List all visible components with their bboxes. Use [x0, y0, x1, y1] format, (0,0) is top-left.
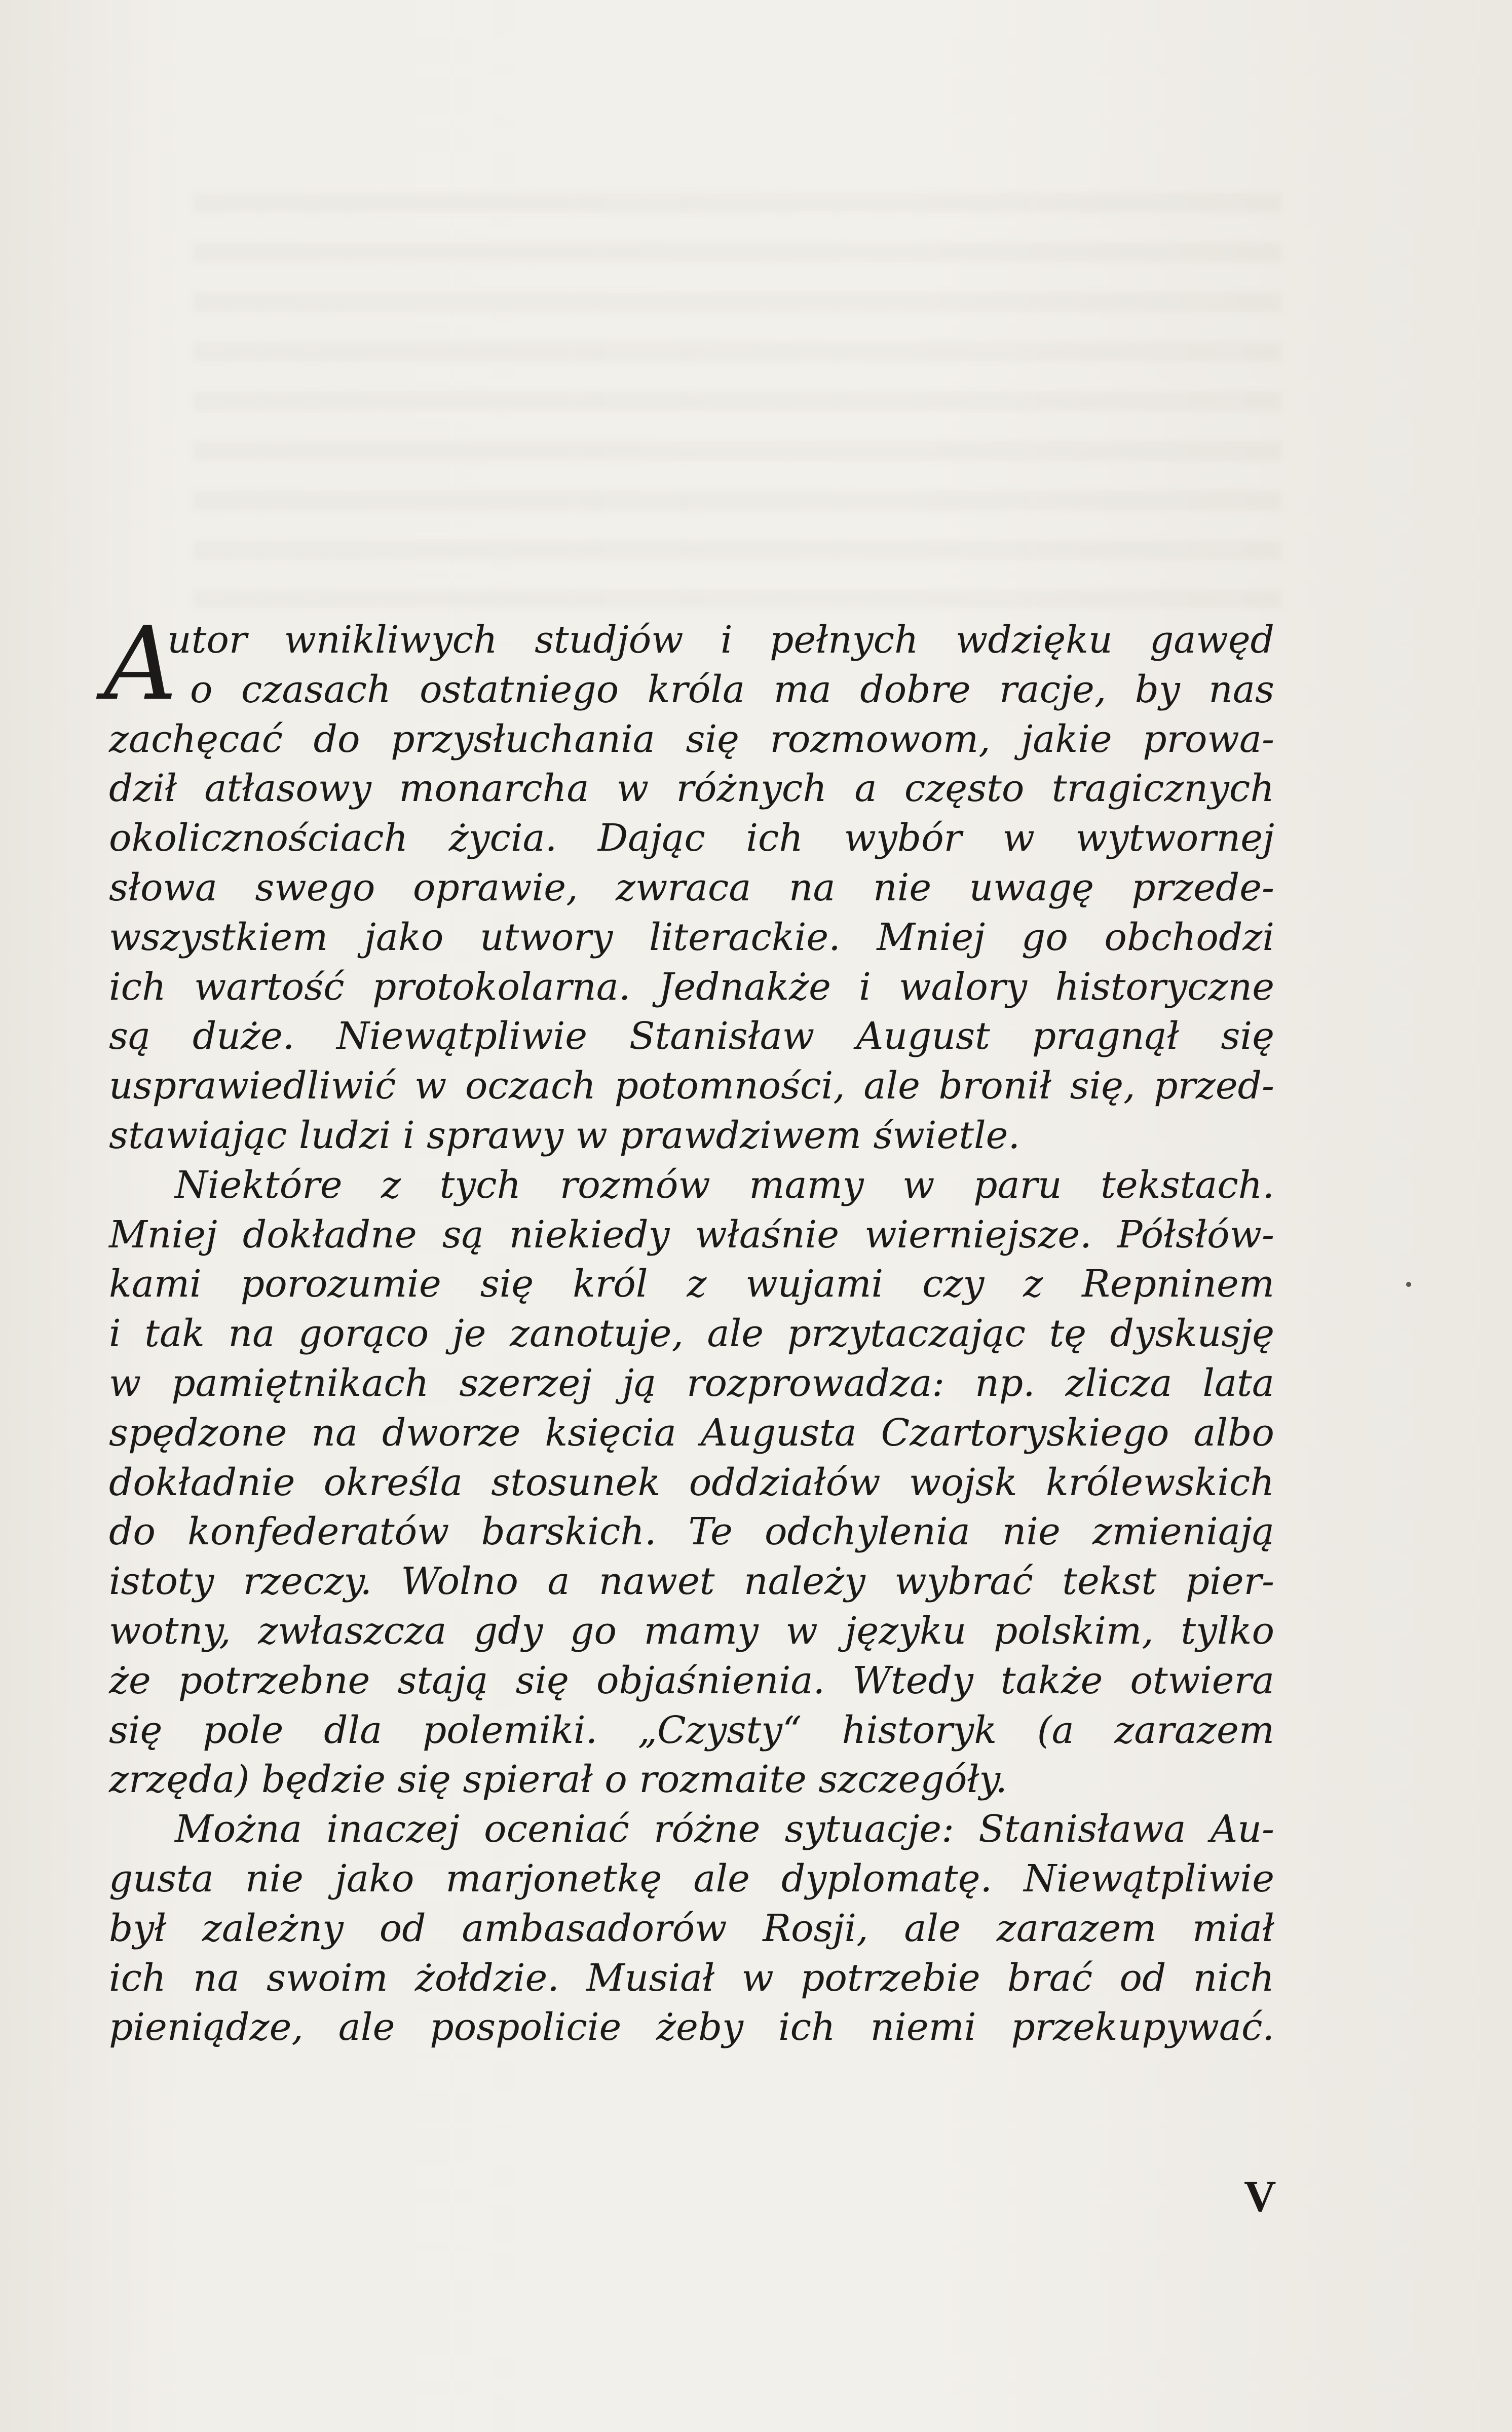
text-line: usprawiedliwić w oczach potomności, ale bronił się, przed-: [109, 1064, 1274, 1108]
text-line: stawiając ludzi i sprawy w prawdziwem świetle.: [109, 1113, 1020, 1157]
text-line: do konfederatów barskich. Te odchylenia nie zmieniają: [109, 1510, 1274, 1554]
text-line: ich wartość protokolarna. Jednakże i walory historyczne: [109, 965, 1274, 1009]
text-line: się pole dla polemiki. „Czysty“ historyk (a zarazem: [109, 1708, 1274, 1752]
text-line: w pamiętnikach szerzej ją rozprowadza: np. zlicza lata: [109, 1361, 1274, 1405]
text-line: istoty rzeczy. Wolno a nawet należy wybrać tekst pier-: [109, 1560, 1274, 1604]
text-line: dokładnie określa stosunek oddziałów wojsk królewskich: [109, 1460, 1274, 1504]
text-line: że potrzebne stają się objaśnienia. Wtedy także otwiera: [109, 1658, 1274, 1702]
text-line: zachęcać do przysłuchania się rozmowom, jakie prowa-: [109, 717, 1274, 761]
text-line: zrzęda) będzie się spierał o rozmaite szczegóły.: [109, 1758, 1007, 1802]
show-through-text: [193, 193, 1282, 608]
text-line: o czasach ostatniego króla ma dobre racje, by nas: [190, 667, 1274, 711]
text-line: ich na swoim żołdzie. Musiał w potrzebie brać od nich: [109, 1956, 1274, 2000]
text-line: był zależny od ambasadorów Rosji, ale zarazem miał: [109, 1906, 1274, 1950]
drop-cap: A: [104, 605, 177, 723]
preface-text: [104, 605, 1274, 2053]
text-line: Można inaczej oceniać różne sytuacje: Stanisława Au-: [175, 1807, 1274, 1851]
text-line: gusta nie jako marjonetkę ale dyplomatę. Niewątpliwie: [109, 1856, 1274, 1901]
text-line: wotny, zwłaszcza gdy go mamy w języku polskim, tylko: [109, 1609, 1274, 1653]
text-line: Mniej dokładne są niekiedy właśnie wierniejsze. Półsłów-: [109, 1212, 1274, 1257]
text-line: i tak na gorąco je zanotuje, ale przytaczając tę dyskusję: [109, 1312, 1274, 1356]
text-line: spędzone na dworze księcia Augusta Czartoryskiego albo: [109, 1411, 1274, 1455]
text-line: utor wnikliwych studjów i pełnych wdzięku gawęd: [167, 618, 1274, 662]
text-line: są duże. Niewątpliwie Stanisław August pragnął się: [109, 1014, 1274, 1058]
ink-speck: [1406, 1282, 1411, 1287]
text-line: wszystkiem jako utwory literackie. Mniej go obchodzi: [109, 915, 1274, 959]
text-line: Niektóre z tych rozmów mamy w paru tekstach.: [175, 1163, 1274, 1207]
text-line: okolicznościach życia. Dając ich wybór w wytwornej: [109, 816, 1274, 860]
page-number: V: [1244, 2172, 1276, 2221]
text-line: dził atłasowy monarcha w różnych a często tragicznych: [109, 767, 1274, 811]
text-line: słowa swego oprawie, zwraca na nie uwagę przede-: [109, 865, 1274, 909]
text-line: pieniądze, ale pospolicie żeby ich niemi przekupywać.: [109, 2005, 1274, 2049]
text-line: kami porozumie się król z wujami czy z Repninem: [109, 1262, 1274, 1306]
